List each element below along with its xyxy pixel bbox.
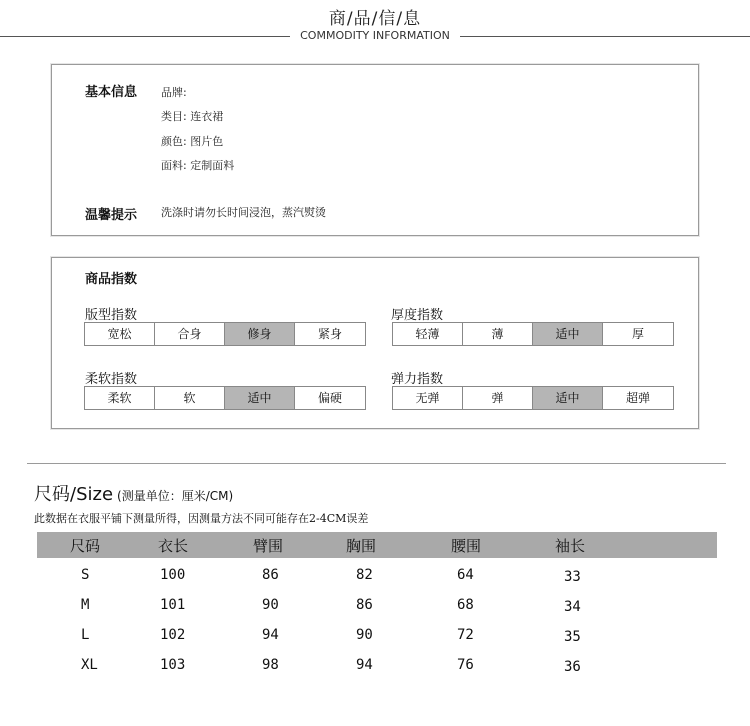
index-option: 柔软 — [85, 387, 155, 409]
size-value-cell: 94 — [262, 627, 279, 643]
index-option: 宽松 — [85, 323, 155, 345]
size-col-header: 胸围 — [346, 537, 377, 555]
tip-text: 洗涤时请勿长时间浸泡，蒸汽熨烫 — [161, 206, 326, 219]
size-value-cell: 36 — [564, 659, 581, 675]
softness-index-scale — [84, 386, 366, 410]
field-fabric: 面料: 定制面料 — [161, 159, 235, 172]
field-category: 类目: 连衣裙 — [161, 110, 224, 123]
size-value-cell: 101 — [160, 597, 186, 613]
size-col-header: 腰围 — [451, 537, 482, 555]
basic-info-panel — [51, 64, 699, 236]
field-color: 颜色: 图片色 — [161, 135, 224, 148]
size-col-header: 臂围 — [253, 537, 284, 555]
thickness-index-label: 厚度指数 — [391, 308, 444, 323]
index-option: 偏硬 — [295, 387, 365, 409]
size-value-cell: 64 — [457, 567, 474, 583]
index-option: 无弹 — [393, 387, 463, 409]
size-value-cell: 86 — [356, 597, 373, 613]
index-option-selected: 适中 — [533, 387, 603, 409]
size-value-cell: 68 — [457, 597, 474, 613]
elasticity-index-scale — [392, 386, 674, 410]
size-value-cell: 100 — [160, 567, 186, 583]
size-value-cell: 90 — [262, 597, 279, 613]
index-option-selected: 修身 — [225, 323, 295, 345]
index-option-selected: 适中 — [533, 323, 603, 345]
index-option: 弹 — [463, 387, 533, 409]
size-value-cell: 33 — [564, 569, 581, 585]
size-value-cell: 34 — [564, 599, 581, 615]
index-option: 合身 — [155, 323, 225, 345]
field-brand: 品牌: — [161, 86, 187, 99]
index-option: 厚 — [603, 323, 673, 345]
size-value-cell: 102 — [160, 627, 186, 643]
index-option: 紧身 — [295, 323, 365, 345]
size-value-cell: 72 — [457, 627, 474, 643]
size-value-cell: 94 — [356, 657, 373, 673]
size-col-header: 衣长 — [158, 537, 189, 555]
size-label-cell: XL — [81, 657, 98, 673]
section-divider — [27, 463, 726, 464]
page-subtitle: COMMODITY INFORMATION — [0, 29, 750, 42]
basic-info-label: 基本信息 — [85, 85, 138, 100]
elasticity-index-label: 弹力指数 — [391, 372, 444, 387]
size-value-cell: 98 — [262, 657, 279, 673]
size-value-cell: 76 — [457, 657, 474, 673]
size-heading: 尺码/Size (测量单位：厘米/CM) — [34, 484, 234, 505]
index-option: 轻薄 — [393, 323, 463, 345]
size-value-cell: 86 — [262, 567, 279, 583]
size-value-cell: 82 — [356, 567, 373, 583]
size-value-cell: 35 — [564, 629, 581, 645]
fit-index-label: 版型指数 — [85, 308, 138, 323]
size-value-cell: 90 — [356, 627, 373, 643]
tip-label: 温馨提示 — [85, 208, 138, 223]
size-label-cell: S — [81, 567, 90, 583]
index-option: 薄 — [463, 323, 533, 345]
fit-index-scale — [84, 322, 366, 346]
size-label-cell: M — [81, 597, 90, 613]
size-col-header: 尺码 — [70, 537, 101, 555]
size-label-cell: L — [81, 627, 90, 643]
page-title: 商/品/信/息 — [328, 9, 422, 29]
size-table-header — [37, 532, 717, 558]
size-value-cell: 103 — [160, 657, 186, 673]
index-option-selected: 适中 — [225, 387, 295, 409]
size-note: 此数据在衣服平铺下测量所得，因测量方法不同可能存在2-4CM误差 — [34, 512, 369, 525]
index-option: 软 — [155, 387, 225, 409]
index-option: 超弹 — [603, 387, 673, 409]
product-index-title: 商品指数 — [85, 272, 138, 287]
softness-index-label: 柔软指数 — [85, 372, 138, 387]
thickness-index-scale — [392, 322, 674, 346]
size-unit: (测量单位：厘米/CM) — [117, 489, 234, 503]
size-col-header: 袖长 — [555, 537, 586, 555]
